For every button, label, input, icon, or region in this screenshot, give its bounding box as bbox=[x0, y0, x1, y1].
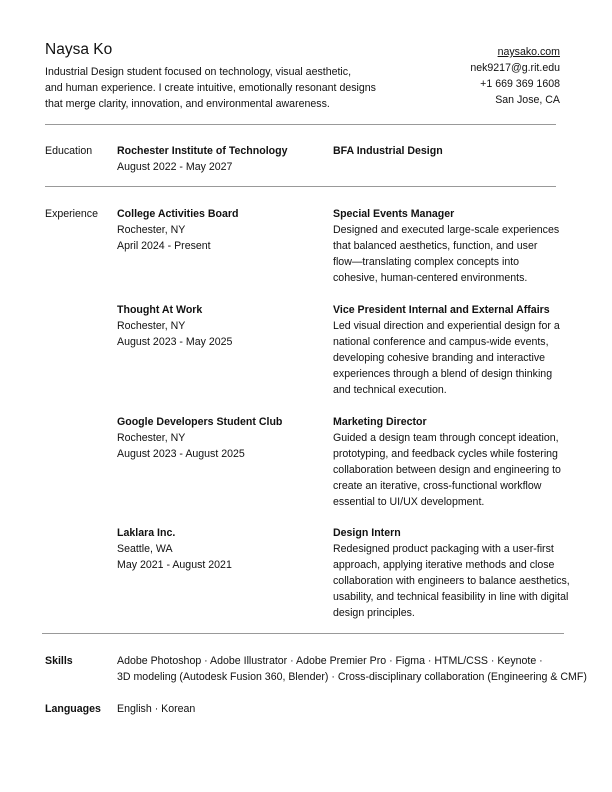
experience-role bbox=[333, 206, 559, 286]
role-description-line: national conference and campus-wide events, bbox=[333, 336, 549, 348]
experience-location: Rochester, NY bbox=[117, 320, 186, 332]
organization: Thought At Work bbox=[117, 304, 203, 316]
summary bbox=[45, 64, 405, 112]
email: nek9217@g.rit.edu bbox=[470, 62, 560, 74]
experience-location: Rochester, NY bbox=[117, 432, 186, 444]
experience-entry bbox=[117, 206, 238, 254]
location: San Jose, CA bbox=[495, 94, 560, 106]
skills-list bbox=[117, 653, 587, 685]
experience-dates: August 2023 - May 2025 bbox=[117, 336, 233, 348]
role-description-line: collaboration between design and engineering to bbox=[333, 464, 561, 476]
experience-label: Experience bbox=[45, 208, 98, 220]
role-description-line: Led visual direction and experiential design for a bbox=[333, 320, 560, 332]
organization: Laklara Inc. bbox=[117, 527, 176, 539]
role-description-line: flow—translating complex concepts into bbox=[333, 256, 520, 268]
organization: Google Developers Student Club bbox=[117, 416, 283, 428]
skills-line: Adobe Photoshop · Adobe Illustrator · Adobe Premier Pro · Figma · HTML/CSS · Keynote · bbox=[117, 655, 543, 667]
contact-info bbox=[470, 44, 560, 108]
organization: College Activities Board bbox=[117, 208, 239, 220]
role-description-line: developing cohesive branding and interactive bbox=[333, 352, 546, 364]
divider bbox=[45, 124, 556, 125]
skills-label: Skills bbox=[45, 655, 73, 667]
role-description-line: collaboration with engineers to balance aesthetics, bbox=[333, 575, 570, 587]
school: Rochester Institute of Technology bbox=[117, 145, 288, 157]
experience-location: Seattle, WA bbox=[117, 543, 173, 555]
experience-entry bbox=[117, 525, 232, 573]
role-description-line: prototyping, and feedback cycles while fostering bbox=[333, 448, 558, 460]
role-title: Design Intern bbox=[333, 527, 401, 539]
role-title: Vice President Internal and External Affairs bbox=[333, 304, 550, 316]
summary-line: and human experience. I create intuitive, emotionally resonant designs bbox=[45, 82, 376, 94]
experience-role bbox=[333, 414, 561, 510]
role-description-line: Guided a design team through concept ideation, bbox=[333, 432, 559, 444]
skills-line: 3D modeling (Autodesk Fusion 360, Blender) · Cross-disciplinary collaboration (Engineering & CMF) bbox=[117, 671, 587, 683]
languages-label: Languages bbox=[45, 703, 101, 715]
candidate-name: Naysa Ko bbox=[45, 41, 113, 58]
role-description-line: Designed and executed large-scale experiences bbox=[333, 224, 560, 236]
website-link[interactable]: naysako.com bbox=[497, 46, 560, 58]
role-description-line: essential to UI/UX development. bbox=[333, 496, 485, 508]
education-label: Education bbox=[45, 145, 93, 157]
role-description-line: experiences through a blend of design thinking bbox=[333, 368, 553, 380]
education-entry bbox=[117, 143, 288, 175]
role-title: Special Events Manager bbox=[333, 208, 455, 220]
experience-entry bbox=[117, 414, 282, 462]
summary-line: that merge clarity, innovation, and environmental awareness. bbox=[45, 98, 330, 110]
role-description-line: and technical execution. bbox=[333, 384, 447, 396]
phone: +1 669 369 1608 bbox=[480, 78, 560, 90]
role-description-line: design principles. bbox=[333, 607, 415, 619]
experience-dates: May 2021 - August 2021 bbox=[117, 559, 232, 571]
experience-entry bbox=[117, 302, 232, 350]
role-description-line: Redesigned product packaging with a user-first bbox=[333, 543, 554, 555]
role-title: Marketing Director bbox=[333, 416, 427, 428]
divider bbox=[45, 186, 556, 187]
education-dates: August 2022 - May 2027 bbox=[117, 161, 233, 173]
experience-role bbox=[333, 525, 570, 621]
languages-list: English · Korean bbox=[117, 703, 196, 715]
experience-role bbox=[333, 302, 560, 398]
role-description-line: that balanced aesthetics, function, and user bbox=[333, 240, 538, 252]
role-description-line: create an iterative, cross-functional workflow bbox=[333, 480, 542, 492]
experience-location: Rochester, NY bbox=[117, 224, 186, 236]
role-description-line: usability, and technical feasibility in line with digital bbox=[333, 591, 569, 603]
experience-dates: August 2023 - August 2025 bbox=[117, 448, 245, 460]
role-description-line: cohesive, human-centered environments. bbox=[333, 272, 528, 284]
divider bbox=[42, 633, 564, 634]
degree: BFA Industrial Design bbox=[333, 145, 443, 157]
experience-dates: April 2024 - Present bbox=[117, 240, 211, 252]
role-description-line: approach, applying iterative methods and close bbox=[333, 559, 555, 571]
summary-line: Industrial Design student focused on technology, visual aesthetic, bbox=[45, 66, 352, 78]
